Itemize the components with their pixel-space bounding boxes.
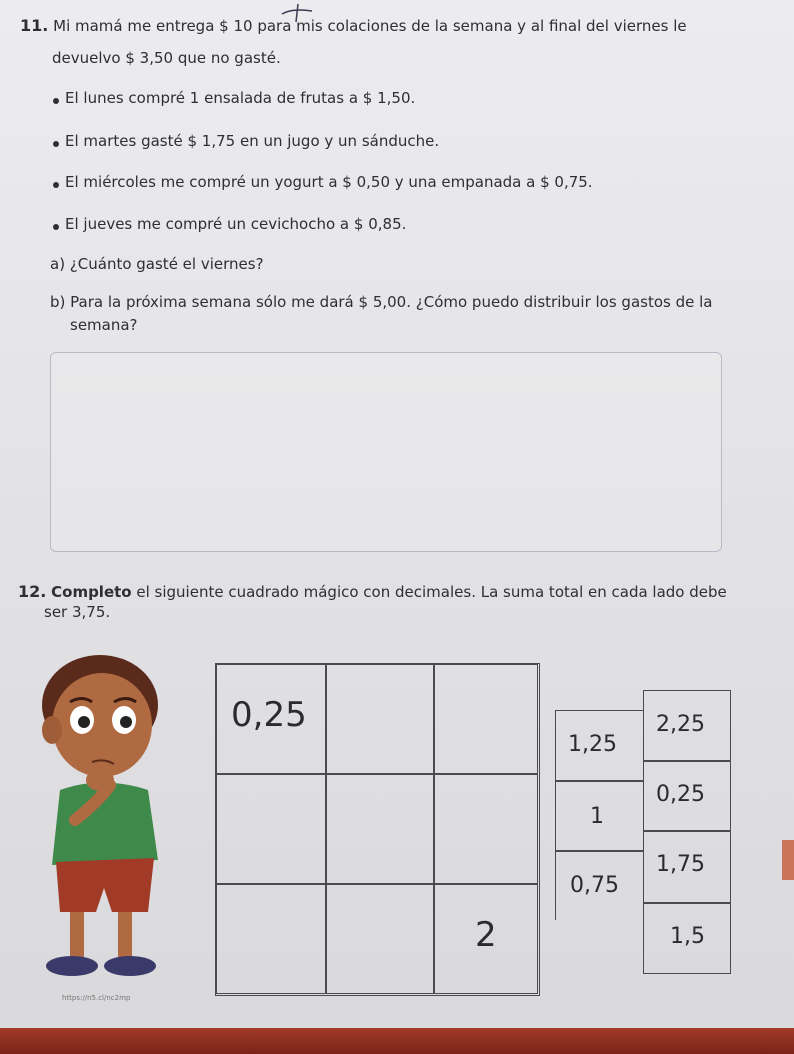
grid-cell[interactable] <box>434 774 538 884</box>
number-card[interactable]: 1,75 <box>656 852 705 877</box>
grid-cell[interactable] <box>326 664 434 774</box>
problem-12-number: 12. <box>18 582 47 601</box>
divider <box>643 902 731 904</box>
grid-value: 0,25 <box>231 695 307 735</box>
divider <box>555 780 643 782</box>
illustration-source-url: https://n5.cl/nc2mp <box>62 994 131 1002</box>
question-a: a) ¿Cuánto gasté el viernes? <box>50 255 264 273</box>
bullet-item-monday: El lunes compré 1 ensalada de frutas a $ 1,50. <box>65 89 416 107</box>
problem-11-number: 11. <box>20 16 49 35</box>
grid-cell[interactable] <box>216 664 326 774</box>
grid-cell[interactable] <box>434 884 538 994</box>
divider <box>643 760 731 762</box>
boy-illustration <box>30 650 170 985</box>
footer-strip <box>0 1028 794 1054</box>
number-card[interactable]: 2,25 <box>656 712 705 737</box>
divider <box>555 850 643 852</box>
grid-cell[interactable] <box>216 774 326 884</box>
grid-cell[interactable] <box>434 664 538 774</box>
grid-value: 2 <box>475 915 497 955</box>
bullet-item-tuesday: El martes gasté $ 1,75 en un jugo y un sánduche. <box>65 132 440 150</box>
problem-12-intro-line2: ser 3,75. <box>44 603 111 621</box>
bullet-icon <box>53 182 59 188</box>
problem-12-bold-word: Completo <box>51 583 132 601</box>
problem-11-intro-line1: Mi mamá me entrega $ 10 para mis colaciones de la semana y al final del viernes le <box>53 17 687 35</box>
number-card[interactable]: 1,5 <box>670 924 705 949</box>
bullet-icon <box>53 98 59 104</box>
grid-cell[interactable] <box>326 774 434 884</box>
number-card[interactable]: 0,75 <box>570 873 619 898</box>
bullet-item-thursday: El jueves me compré un cevichocho a $ 0,85. <box>65 215 407 233</box>
question-b-line2: semana? <box>70 316 138 334</box>
bullet-icon <box>53 224 59 230</box>
number-card[interactable]: 0,25 <box>656 782 705 807</box>
edge-mark <box>782 840 794 880</box>
problem-12-intro: el siguiente cuadrado mágico con decimales. La suma total en cada lado debe <box>131 583 727 601</box>
problem-11-intro-line2: devuelvo $ 3,50 que no gasté. <box>52 49 281 67</box>
number-card[interactable]: 1 <box>590 804 604 829</box>
magic-square-grid <box>215 663 540 996</box>
number-card[interactable]: 1,25 <box>568 732 617 757</box>
divider <box>643 830 731 832</box>
problem-11-heading <box>20 16 687 36</box>
bullet-icon <box>53 141 59 147</box>
question-b-line1: b) Para la próxima semana sólo me dará $ 5,00. ¿Cómo puedo distribuir los gastos de la <box>50 293 713 311</box>
answer-box[interactable] <box>50 352 722 552</box>
grid-cell[interactable] <box>216 884 326 994</box>
bullet-item-wednesday: El miércoles me compré un yogurt a $ 0,50 y una empanada a $ 0,75. <box>65 173 593 191</box>
grid-cell[interactable] <box>326 884 434 994</box>
problem-12-heading <box>18 582 727 602</box>
